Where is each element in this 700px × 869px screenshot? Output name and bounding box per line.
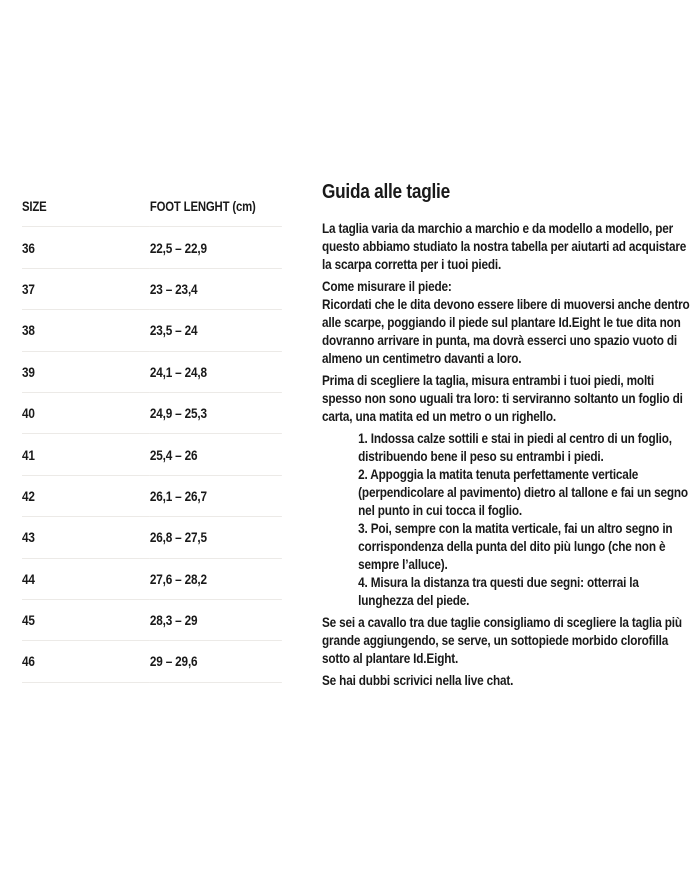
- table-row: [22, 599, 282, 640]
- foot-length-cell: 25,4 – 26: [150, 434, 282, 475]
- step-item: 1. Indossa calze sottili e stai in piedi al centro di un foglio, distribuendo bene il peso su entrambi i piedi.: [358, 430, 672, 464]
- size-guide-text: [322, 180, 692, 689]
- table-row: [22, 351, 282, 392]
- size-cell: 46: [22, 641, 150, 682]
- before-choosing-paragraph: Prima di scegliere la taglia, misura entrambi i tuoi piedi, molti spesso non sono uguali tra loro: ti serviranno soltanto un foglio di carta, una matita ed un metro o un righello.: [322, 372, 683, 424]
- foot-length-cell: 26,8 – 27,5: [150, 517, 282, 558]
- size-cell: 37: [22, 268, 150, 309]
- size-table-section: [22, 186, 283, 683]
- foot-length-cell: 24,9 – 25,3: [150, 392, 282, 433]
- table-row: [22, 558, 282, 599]
- table-row: [22, 475, 282, 516]
- size-cell: 38: [22, 310, 150, 351]
- table-row: [22, 268, 282, 309]
- size-cell: 44: [22, 558, 150, 599]
- foot-length-cell: 23 – 23,4: [150, 268, 282, 309]
- measure-steps: [322, 429, 692, 609]
- foot-length-cell: 29 – 29,6: [150, 641, 282, 682]
- intro-paragraph: La taglia varia da marchio a marchio e da modello a modello, per questo abbiamo studiato la nostra tabella per aiutarti ad acquistare la scarpa corretta per i tuoi piedi.: [322, 220, 687, 272]
- step-item: 4. Misura la distanza tra questi due segni: otterrai la lunghezza del piede.: [358, 574, 639, 608]
- table-row: [22, 517, 282, 558]
- half-size-advice-paragraph: Se sei a cavallo tra due taglie consigliamo di scegliere la taglia più grande aggiungendo, se serve, un sottopiede morbido clorofilla sotto al plantare Id.Eight.: [322, 614, 682, 666]
- size-cell: 40: [22, 392, 150, 433]
- size-cell: 45: [22, 599, 150, 640]
- foot-length-column-header: FOOT LENGHT (cm): [150, 186, 282, 227]
- size-column-header: SIZE: [22, 186, 150, 227]
- foot-length-cell: 23,5 – 24: [150, 310, 282, 351]
- foot-length-cell: 22,5 – 22,9: [150, 227, 282, 268]
- step-item: 3. Poi, sempre con la matita verticale, fai un altro segno in corrispondenza della punta del dito più lungo (che non è sempre l’alluce).: [358, 520, 673, 572]
- page-title: Guida alle taglie: [322, 180, 450, 203]
- size-cell: 42: [22, 475, 150, 516]
- size-table: [22, 186, 282, 683]
- size-table-body: [22, 227, 282, 682]
- measure-paragraph: [322, 277, 692, 367]
- size-cell: 41: [22, 434, 150, 475]
- foot-length-cell: 26,1 – 26,7: [150, 475, 282, 516]
- live-chat-paragraph: Se hai dubbi scrivici nella live chat.: [322, 672, 514, 688]
- foot-length-cell: 28,3 – 29: [150, 599, 282, 640]
- size-table-header-row: [22, 186, 282, 227]
- table-row: [22, 227, 282, 268]
- step-item: 2. Appoggia la matita tenuta perfettamente verticale (perpendicolare al pavimento) dietro al tallone e fai un segno nel punto in cui tocca il foglio.: [358, 466, 688, 518]
- table-row: [22, 434, 282, 475]
- size-cell: 36: [22, 227, 150, 268]
- foot-length-cell: 27,6 – 28,2: [150, 558, 282, 599]
- measure-body: Ricordati che le dita devono essere libere di muoversi anche dentro alle scarpe, poggiando il piede sul plantare Id.Eight le tue dita non dovranno arrivare in punta, ma dovrà esserci uno spazio vuoto di almeno un centimetro davanti a loro.: [322, 296, 690, 366]
- measure-heading: Come misurare il piede:: [322, 278, 452, 294]
- table-row: [22, 310, 282, 351]
- table-row: [22, 392, 282, 433]
- table-row: [22, 641, 282, 682]
- size-cell: 43: [22, 517, 150, 558]
- foot-length-cell: 24,1 – 24,8: [150, 351, 282, 392]
- size-cell: 39: [22, 351, 150, 392]
